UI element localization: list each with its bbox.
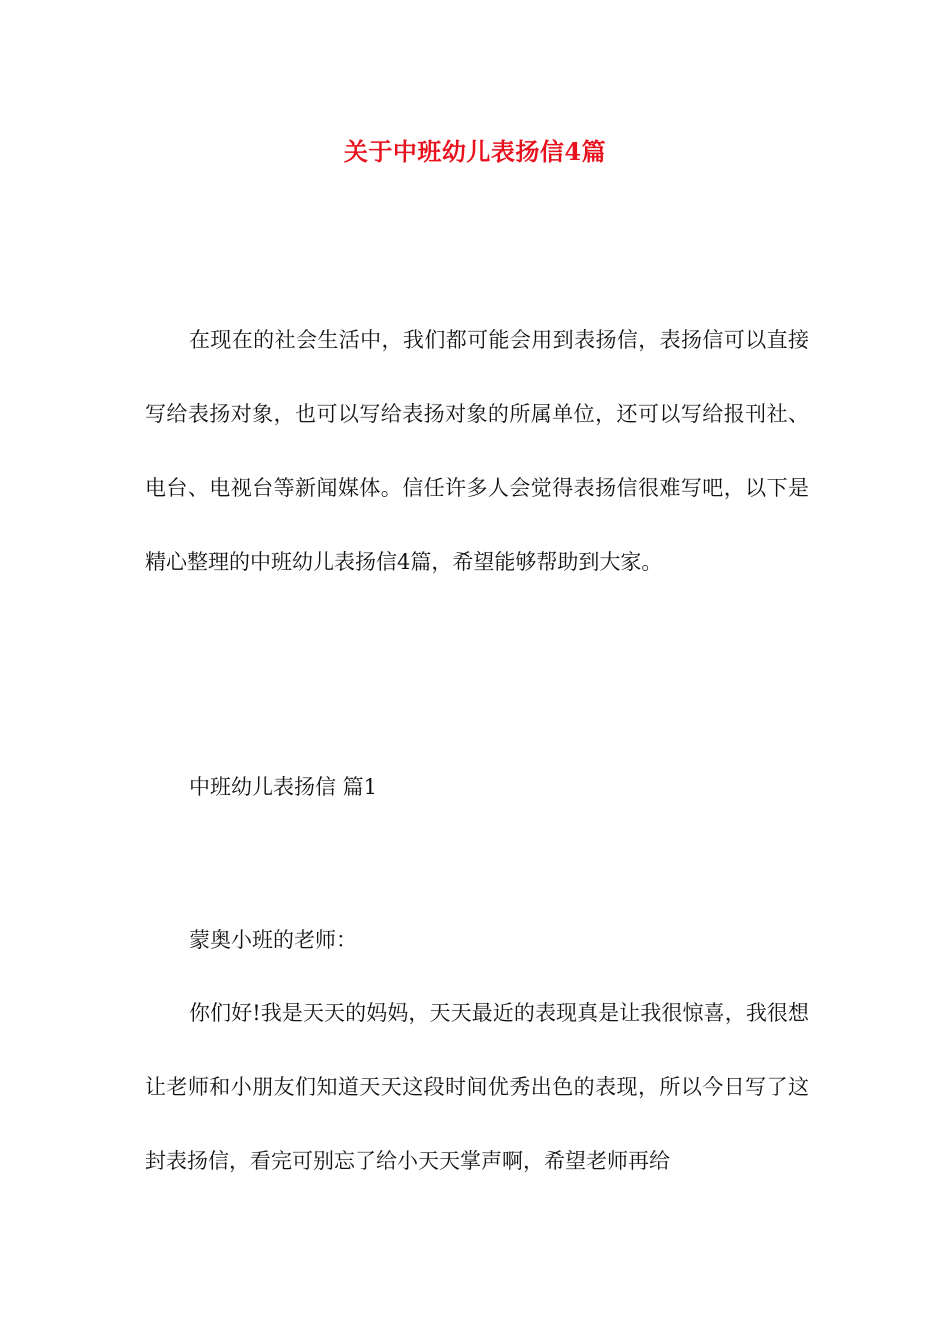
intro-paragraph: 在现在的社会生活中，我们都可能会用到表扬信，表扬信可以直接写给表扬对象，也可以写给表扬对象的所属单位，还可以写给报刊社、电台、电视台等新闻媒体。信任许多人会觉得表扬信很难写吧，以下是精心整理的中班幼儿表扬信4篇，希望能够帮助到大家。 [145,328,809,574]
letter-body-paragraph: 你们好!我是天天的妈妈，天天最近的表现真是让我很惊喜，我很想让老师和小朋友们知道天天这段时间优秀出色的表现，所以今日写了这封表扬信，看完可别忘了给小天天掌声啊，希望老师再给 [145,1001,809,1173]
letter-salutation: 蒙奥小班的老师： [189,928,357,952]
document-title: 关于中班幼儿表扬信4篇 [343,137,607,166]
section-heading: 中班幼儿表扬信 篇1 [189,775,378,799]
